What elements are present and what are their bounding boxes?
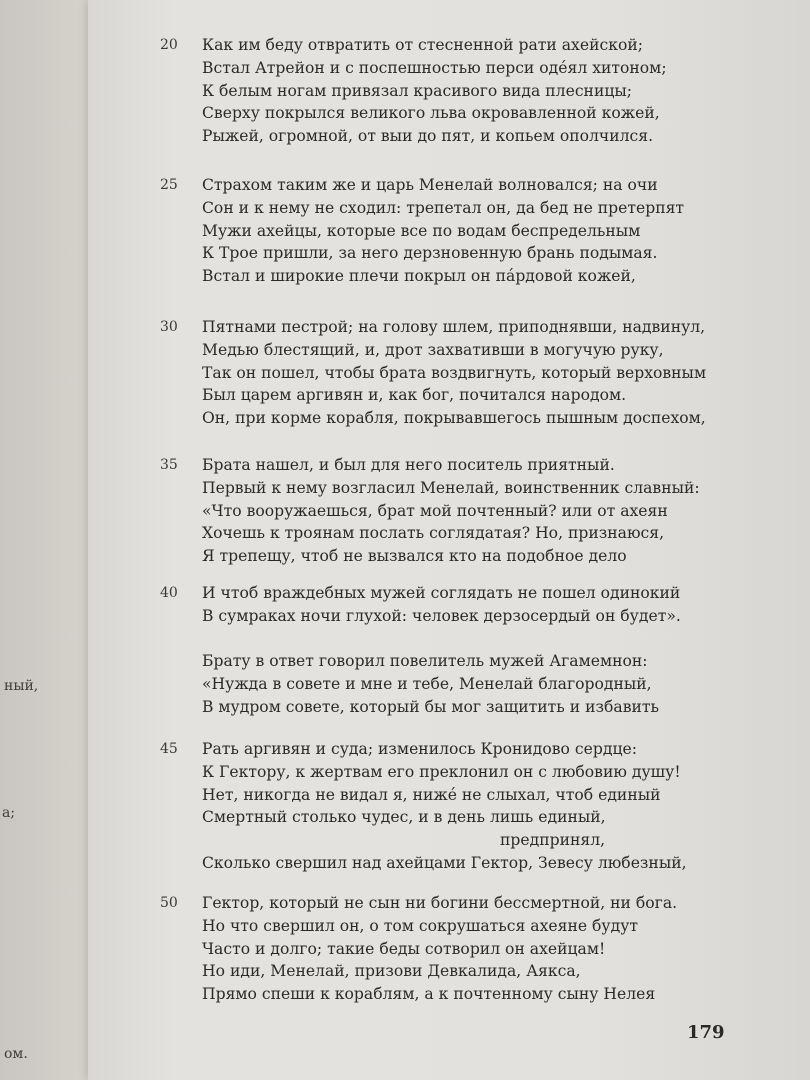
verse-text: Сверху покрылся великого льва окровавленной кожей, (202, 104, 660, 123)
verse-line (88, 477, 810, 500)
verse-line (88, 960, 810, 983)
verse-text: Но что свершил он, о том сокрушаться ахеяне будут (202, 916, 639, 935)
verse-line (88, 454, 810, 477)
facing-page-edge (0, 0, 90, 1080)
verse-line (88, 384, 810, 407)
verse-line (88, 500, 810, 523)
line-number: 40 (160, 585, 178, 601)
stanza (88, 892, 810, 1006)
verse-text: В мудром совете, который бы мог защитить и избавить (202, 697, 659, 716)
book-page (88, 0, 810, 1080)
stanza (88, 738, 810, 875)
stanza (88, 454, 810, 568)
stanza (88, 650, 810, 718)
verse-line (88, 605, 810, 628)
verse-text: Хочешь к троянам послать соглядатая? Но, признаюся, (202, 524, 665, 543)
verse-line (88, 265, 810, 288)
verse-text: К белым ногам привязал красивого вида плесницы; (202, 81, 633, 100)
verse-line (88, 522, 810, 545)
verse-text: К Трое пришли, за него дерзновенную брань подымая. (202, 244, 658, 263)
stanza (88, 316, 810, 430)
facing-page-fragment: ный, (4, 678, 39, 694)
verse-line (88, 57, 810, 80)
verse-line (88, 829, 810, 852)
verse-line (88, 650, 810, 673)
verse-text: Был царем аргивян и, как бог, почитался народом. (202, 386, 627, 405)
verse-text: Встал Атрейон и с поспешностью перси одéял хитоном; (202, 58, 667, 77)
line-number: 50 (160, 895, 178, 911)
verse-line (88, 938, 810, 961)
line-number: 25 (160, 177, 178, 193)
verse-line (88, 983, 810, 1006)
verse-text: Медью блестящий, и, дрот захвативши в могучую руку, (202, 340, 664, 359)
verse-text: Сколько свершил над ахейцами Гектор, Зевесу любезный, (202, 853, 687, 872)
facing-page-fragment: ом. (4, 1046, 28, 1062)
verse-text: Смертный столько чудес, и в день лишь единый, (202, 808, 606, 827)
verse-line (88, 34, 810, 57)
line-number: 35 (160, 457, 178, 473)
verse-line (88, 545, 810, 568)
stanza (88, 582, 810, 628)
verse-text: Часто и долго; такие беды сотворил он ахейцам! (202, 939, 606, 958)
verse-line (88, 407, 810, 430)
verse-text: К Гектору, к жертвам его преклонил он с любовию душу! (202, 762, 681, 781)
line-number: 45 (160, 741, 178, 757)
verse-text: Рыжей, огромной, от выи до пят, и копьем ополчился. (202, 127, 654, 146)
verse-line (88, 915, 810, 938)
verse-text: Брату в ответ говорил повелитель мужей Агамемнон: (202, 652, 648, 670)
verse-text: И чтоб враждебных мужей соглядать не пошел одинокий (202, 584, 681, 602)
verse-line (88, 362, 810, 385)
verse-text: Так он пошел, чтобы брата воздвигнуть, который верховным (202, 363, 707, 382)
verse-text: Он, при корме корабля, покрывавшегось пышным доспехом, (202, 409, 706, 428)
verse-line (88, 316, 810, 339)
verse-line (88, 174, 810, 197)
verse-line (88, 582, 810, 605)
verse-text: Я трепещу, чтоб не вызвался кто на подобное дело (202, 547, 627, 566)
verse-text: Страхом таким же и царь Менелай волновался; на очи (202, 176, 658, 194)
verse-text: Сон и к нему не сходил: трепетал он, да бед не претерпят (202, 198, 685, 217)
verse-text: предпринял, (500, 831, 606, 850)
verse-line (88, 673, 810, 696)
verse-text: Брата нашел, и был для него поситель приятный. (202, 456, 615, 474)
verse-line (88, 738, 810, 761)
verse-text: Пятнами пестрой; на голову шлем, приподнявши, надвинул, (202, 318, 706, 336)
verse-line (88, 80, 810, 103)
verse-text: Нет, никогда не видал я, нижé не слыхал, чтоб единый (202, 785, 661, 804)
verse-text: Первый к нему возгласил Менелай, воинственник славный: (202, 478, 700, 497)
verse-text: Гектор, который не сын ни богини бессмертной, ни бога. (202, 894, 678, 912)
verse-text: «Нужда в совете и мне и тебе, Менелай благородный, (202, 674, 652, 693)
facing-page-fragment: а; (2, 805, 16, 821)
verse-line (88, 761, 810, 784)
stanza (88, 174, 810, 288)
verse-text: Мужи ахейцы, которые все по водам беспредельным (202, 221, 641, 240)
line-number: 30 (160, 319, 178, 335)
verse-line (88, 125, 810, 148)
verse-line (88, 852, 810, 875)
verse-text: Рать аргивян и суда; изменилось Кронидово сердце: (202, 740, 637, 758)
stanza (88, 34, 810, 148)
verse-line (88, 220, 810, 243)
verse-line (88, 806, 810, 829)
verse-line (88, 892, 810, 915)
verse-text: В сумраках ночи глухой: человек дерзосердый он будет». (202, 606, 681, 625)
verse-line (88, 339, 810, 362)
verse-text: Но иди, Менелай, призови Девкалида, Аякса, (202, 962, 581, 981)
verse-line (88, 784, 810, 807)
verse-text: Встал и широкие плечи покрыл он пáрдовой кожей, (202, 267, 636, 286)
verse-line (88, 102, 810, 125)
verse-text: «Что вооружаешься, брат мой почтенный? или от ахеян (202, 501, 668, 520)
verse-line (88, 696, 810, 719)
verse-line (88, 197, 810, 220)
verse-line (88, 242, 810, 265)
page-number: 179 (687, 1022, 725, 1043)
verse-text: Прямо спеши к кораблям, а к почтенному сыну Нелея (202, 985, 656, 1004)
line-number: 20 (160, 37, 178, 53)
verse-text: Как им беду отвратить от стесненной рати ахейской; (202, 36, 643, 54)
